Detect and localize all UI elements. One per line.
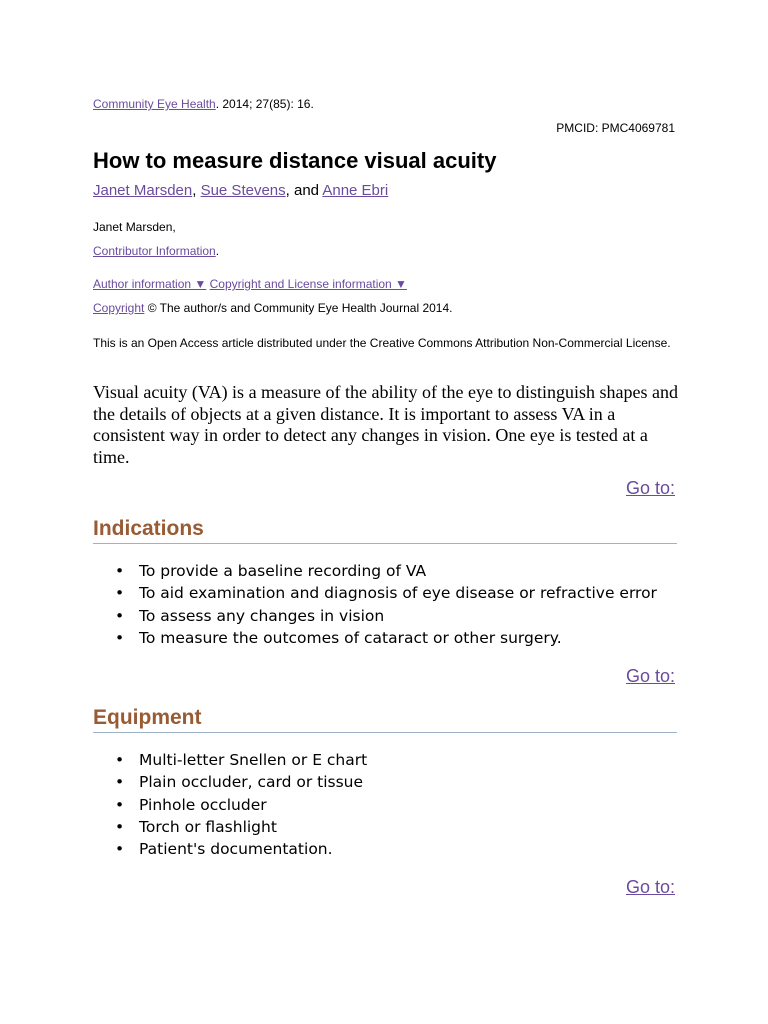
goto-link[interactable]: Go to:: [625, 877, 675, 897]
author-link-sue-stevens[interactable]: Sue Stevens: [200, 182, 286, 199]
equipment-list: [93, 749, 367, 860]
list-item: • Torch or flashlight: [139, 816, 367, 838]
copyright-license-toggle[interactable]: Copyright and License information ▼: [209, 277, 407, 291]
section-heading-equipment: Equipment: [93, 706, 677, 733]
list-item: • Multi-letter Snellen or E chart: [139, 749, 367, 771]
goto-link[interactable]: Go to:: [625, 666, 675, 686]
list-item: • Patient's documentation.: [139, 838, 367, 860]
copyright-link[interactable]: Copyright: [93, 301, 145, 315]
list-item: • To assess any changes in vision: [139, 605, 657, 627]
author-separator: ,: [192, 182, 201, 199]
list-item: • To aid examination and diagnosis of eye disease or refractive error: [139, 582, 657, 604]
copyright-line: [93, 301, 452, 315]
pmcid: PMCID: PMC4069781: [556, 121, 675, 135]
info-toggle-links: [93, 277, 407, 291]
author-link-janet-marsden[interactable]: Janet Marsden: [93, 182, 193, 199]
section-heading-indications: Indications: [93, 517, 677, 544]
abstract-paragraph: Visual acuity (VA) is a measure of the ability of the eye to distinguish shapes and the details of objects at a given distance. It is important to assess VA in a consistent way in order to detect any changes in vision. One eye is tested at a time.: [93, 382, 678, 467]
author-link-anne-ebri[interactable]: Anne Ebri: [322, 182, 389, 199]
citation-line: [93, 97, 314, 111]
copyright-text: © The author/s and Community Eye Health Journal 2014.: [144, 301, 453, 315]
citation-details: . 2014; 27(85): 16.: [215, 97, 314, 111]
list-item: • Plain occluder, card or tissue: [139, 771, 367, 793]
indications-list: [93, 560, 657, 649]
contributor-suffix: .: [215, 244, 220, 258]
contributor-information-link[interactable]: Contributor Information: [93, 244, 216, 258]
article-title: How to measure distance visual acuity: [93, 148, 497, 173]
author-information-toggle[interactable]: Author information ▼: [93, 277, 207, 291]
author-name-line: Janet Marsden,: [93, 220, 176, 234]
license-notice: This is an Open Access article distributed under the Creative Commons Attribution Non-Commercial License.: [93, 336, 671, 350]
author-list: [93, 182, 388, 199]
author-separator: , and: [285, 182, 323, 199]
list-item: • Pinhole occluder: [139, 794, 367, 816]
contributor-info: [93, 244, 219, 258]
list-item: • To measure the outcomes of cataract or other surgery.: [139, 627, 657, 649]
journal-link[interactable]: Community Eye Health: [93, 97, 216, 111]
list-item: • To provide a baseline recording of VA: [139, 560, 657, 582]
goto-link[interactable]: Go to:: [625, 478, 675, 498]
